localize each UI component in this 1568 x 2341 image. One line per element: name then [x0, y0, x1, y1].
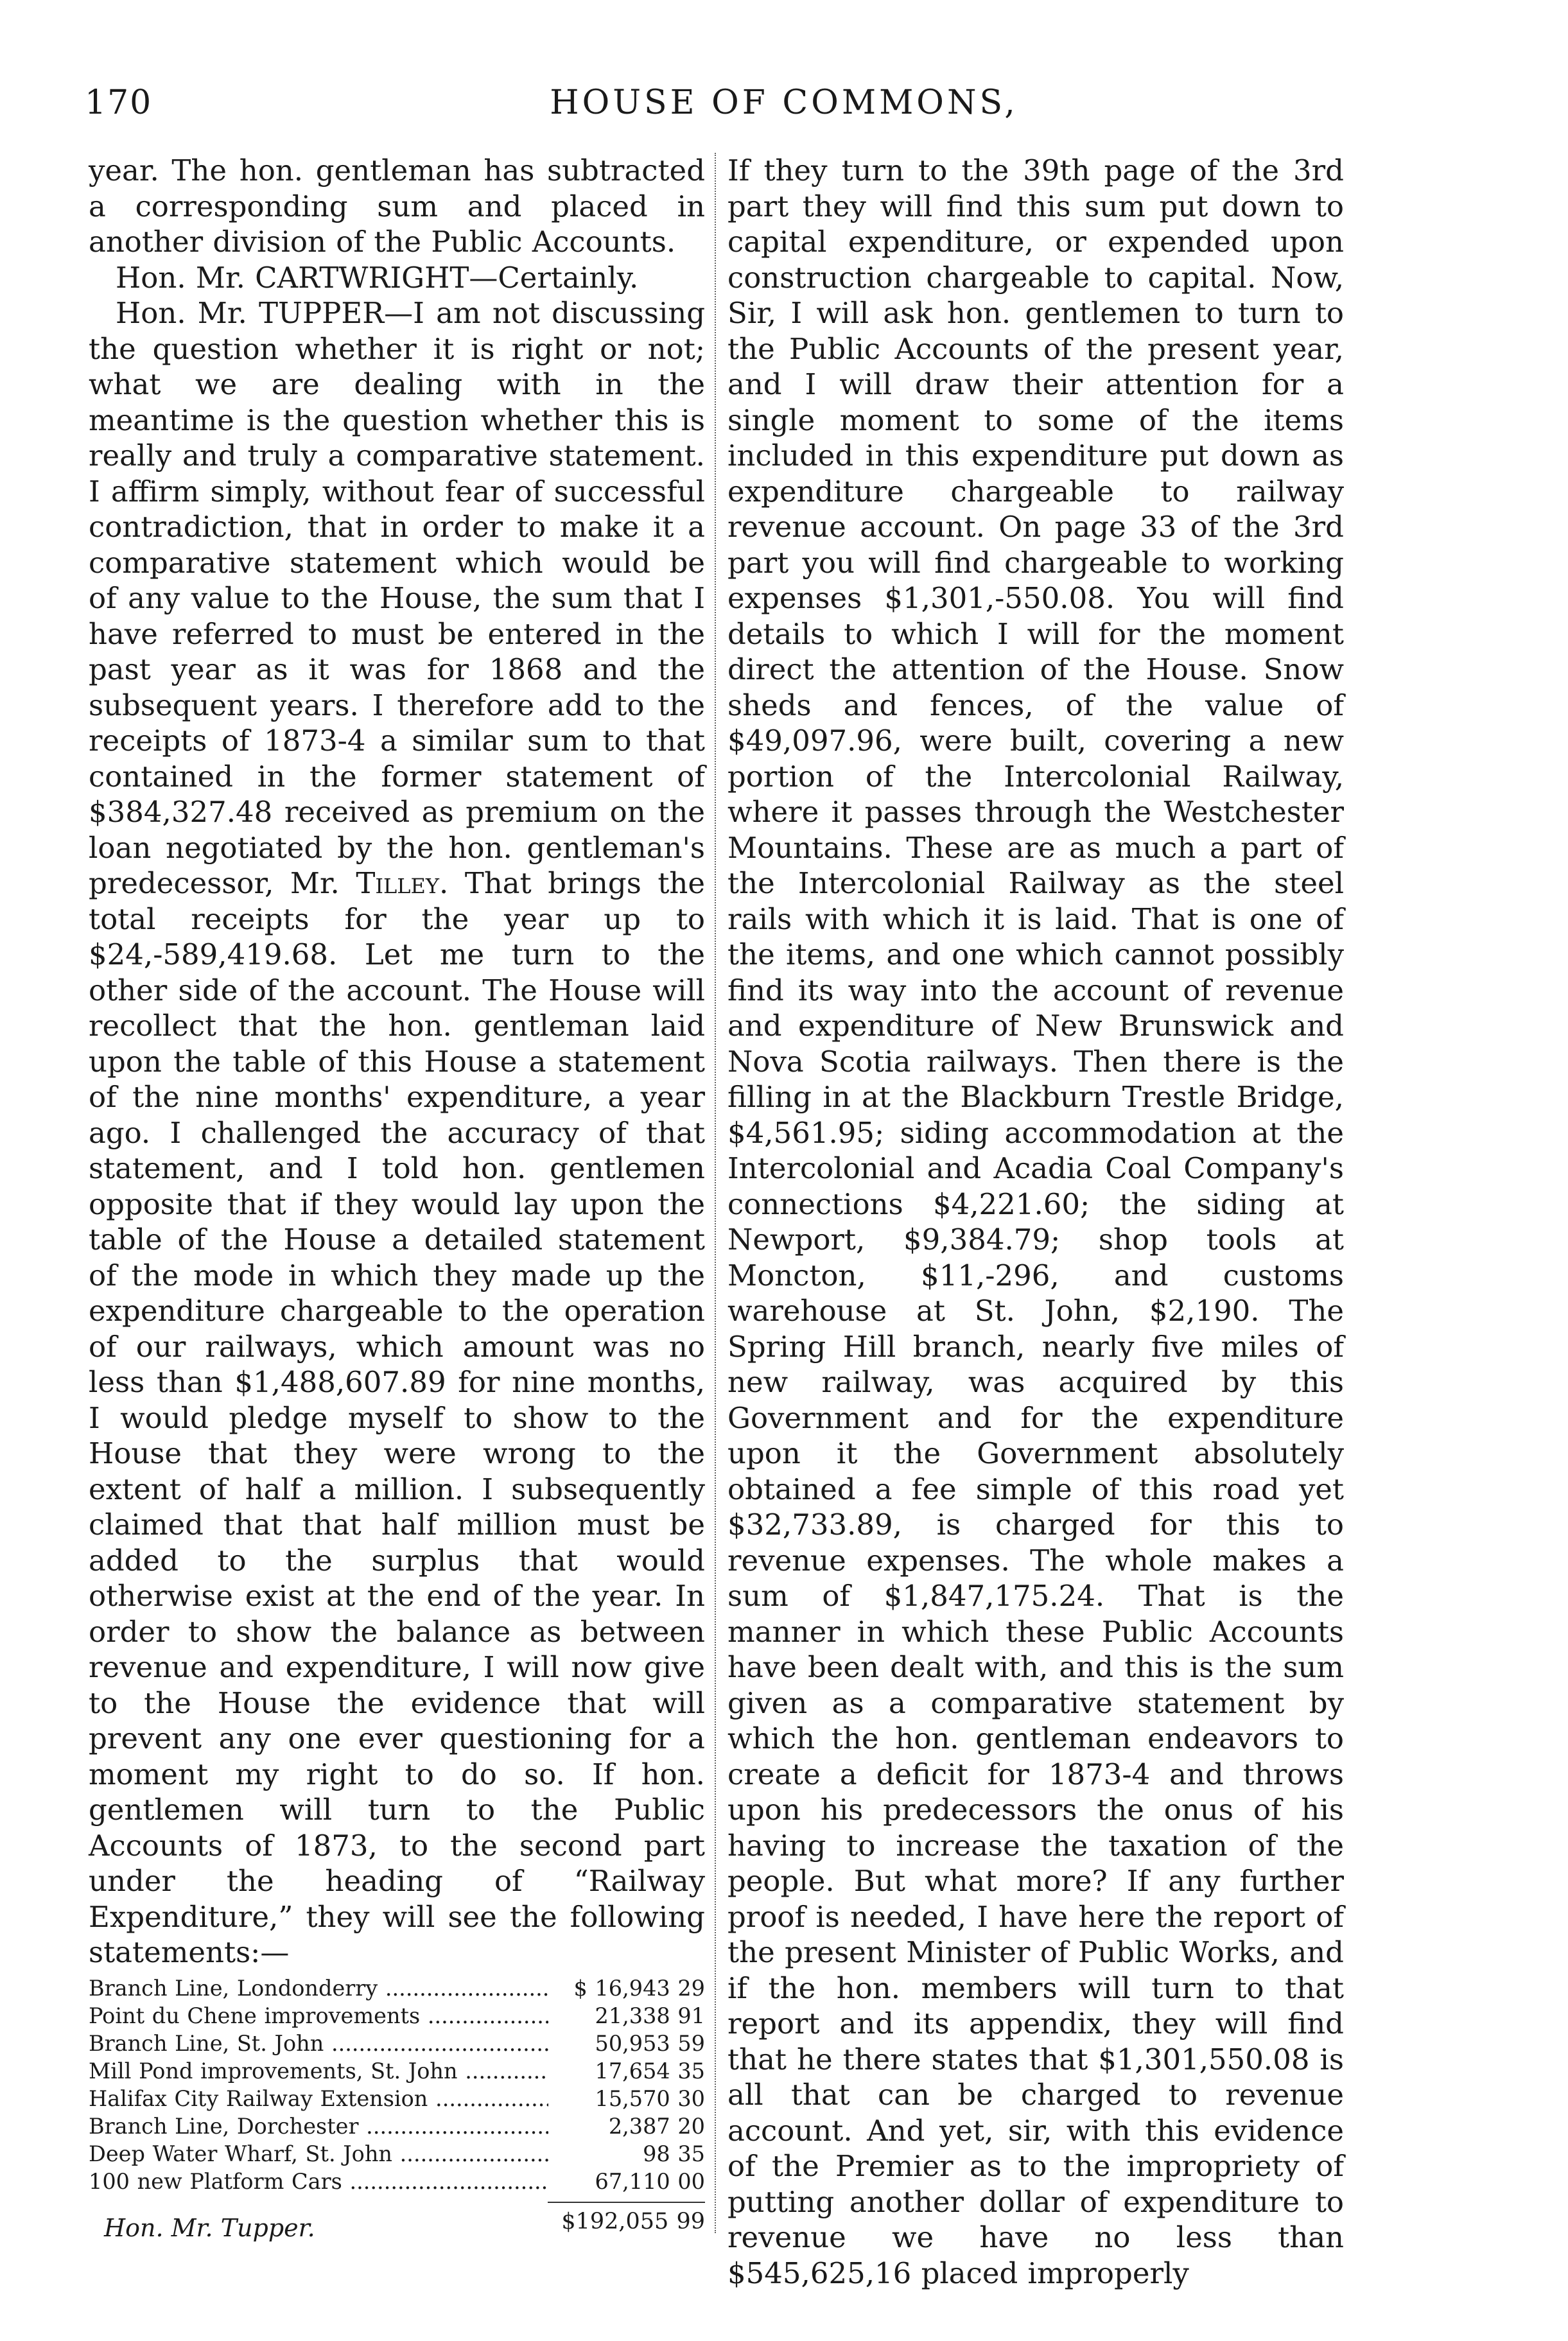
total-rule: [548, 2202, 705, 2203]
statement-amount: $ 16,943 29: [548, 1974, 705, 2002]
paragraph-text: Hon. Mr. TUPPER—I am not discussing the question whether it is right or not; what we are dealing with in the meantime is the question whether this is really and truly a comparative statement. I affirm simply, without fear of successful contradiction, that in order to make it a comparative statement which would be of any value to the House, the sum that I have referred to must be entered in the past year as it was for 1868 and the subsequent years. I therefore add to the receipts of 1873-4 a similar sum to that contained in the former statement of $384,327.48 received as premium on the loan negotiated by the hon. gentleman's predecessor, Mr.: [89, 296, 705, 900]
right-column: [727, 153, 1344, 2291]
statement-row: [89, 2002, 705, 2030]
statement-row: [89, 2140, 705, 2168]
paragraph-text: That brings the total receipts for the year up to $24,-589,419.68. Let me turn to the other side of the account. The House will recollect that the hon. gentleman laid upon the table of this House a statement of the nine months' expenditure, a year ago. I challenged the accuracy of that statement, and I told hon. gentlemen opposite that if they would lay upon the table of the House a detailed statement of the mode in which they made up the expenditure chargeable to the operation of our railways, which amount was no less than $1,488,607.89 for nine months, I would pledge myself to show to the House that they were wrong to the extent of half a million. I subsequently claimed that that half million must be added to the surplus that would otherwise exist at the end of the year. In order to show the balance as between revenue and expenditure, I will now give to the House the evidence that will prevent any one ever questioning for a moment my right to do so. If hon. gentlemen will turn to the Public Accounts of 1873, to the second part under the heading of “Railway Expenditure,” they will see the following statements:—: [89, 866, 706, 1969]
statement-label: 100 new Platform Cars .....: [89, 2168, 548, 2195]
statement-amount: 15,570 30: [548, 2085, 705, 2112]
statement-total: $192,055 99: [561, 2208, 705, 2234]
statement-label: Halifax City Railway Extension .....: [89, 2085, 548, 2112]
statement-amount: 50,953 59: [548, 2030, 705, 2057]
statement-row: [89, 2085, 705, 2112]
statement-row: [89, 1974, 705, 2002]
page-number: 170: [85, 83, 153, 122]
running-head: HOUSE OF COMMONS,: [550, 83, 1018, 122]
statement-amount: 17,654 35: [548, 2057, 705, 2085]
paragraph: If they turn to the 39th page of the 3rd part they will find this sum put down to capital expenditure, or expended upon construction chargeable to capital. Now, Sir, I will ask hon. gentlemen to turn to the Public Accounts of the present year, and I will draw their attention for a single moment to some of the items included in this expenditure put down as expenditure chargeable to railway revenue account. On page 33 of the 3rd part you will find chargeable to working expenses $1,301,-550.08. You will find details to which I will for the moment direct the attention of the House. Snow sheds and fences, of the value of $49,097.96, were built, covering a new portion of the Intercolonial Railway, where it passes through the Westchester Mountains. These are as much a part of the Intercolonial Railway as the steel rails with which it is laid. That is one of the items, and one which cannot possibly find its way into the account of revenue and expenditure of New Brunswick and Nova Scotia railways. Then there is the filling in at the Blackburn Trestle Bridge, $4,561.95; siding accommodation at the Intercolonial and Acadia Coal Company's connections $4,221.60; the siding at Newport, $9,384.79; shop tools at Moncton, $11,-296, and customs warehouse at St. John, $2,190. The Spring Hill branch, nearly five miles of new railway, was acquired by this Government and for the expenditure upon it the Government absolutely obtained a fee simple of this road yet $32,733.89, is charged for this to revenue expenses. The whole makes a sum of $1,847,175.24. That is the manner in which these Public Accounts have been dealt with, and this is the sum given as a comparative statement by which the hon. gentleman endeavors to create a deficit for 1873-4 and throws upon his predecessors the onus of his having to increase the taxation of the people. But what more? If any further proof is needed, I have here the report of the present Minister of Public Works, and if the hon. members will turn to that report and its appendix, they will find that he there states that $1,301,550.08 is all that can be charged to revenue account. And yet, sir, with this evidence of the Premier as to the impropriety of putting another dollar of expenditure to revenue we have no less than $545,625,16 placed improperly: [727, 153, 1344, 2290]
speaker-name: Tilley.: [356, 866, 449, 900]
footer-signature: Hon. Mr. Tupper.: [104, 2214, 315, 2242]
left-column: [89, 153, 705, 2236]
statement-row: [89, 2057, 705, 2085]
statement-row: [89, 2168, 705, 2195]
statement-label: Point du Chene improvements .....: [89, 2002, 548, 2030]
paragraph: year. The hon. gentleman has subtracted a corresponding sum and placed in another division of the Public Accounts.: [89, 153, 705, 259]
statement-label: Mill Pond improvements, St. John .....: [89, 2057, 548, 2085]
statement-row: [89, 2112, 705, 2140]
statement-label: Branch Line, St. John .....: [89, 2030, 548, 2057]
statement-label: Branch Line, Londonderry .....: [89, 1974, 548, 2002]
statement-amount: 98 35: [548, 2140, 705, 2168]
statement-amount: 21,338 91: [548, 2002, 705, 2030]
paragraph: [89, 295, 705, 1971]
statement-amount: 2,387 20: [548, 2112, 705, 2140]
statement-amount: 67,110 00: [548, 2168, 705, 2195]
column-divider: [715, 153, 716, 2233]
paragraph: Hon. Mr. CARTWRIGHT—Certainly.: [116, 260, 639, 295]
statement-label: Branch Line, Dorchester .....: [89, 2112, 548, 2140]
statement-label: Deep Water Wharf, St. John .....: [89, 2140, 548, 2168]
statement-row: [89, 2030, 705, 2057]
expenditure-statement: [89, 1974, 705, 2236]
